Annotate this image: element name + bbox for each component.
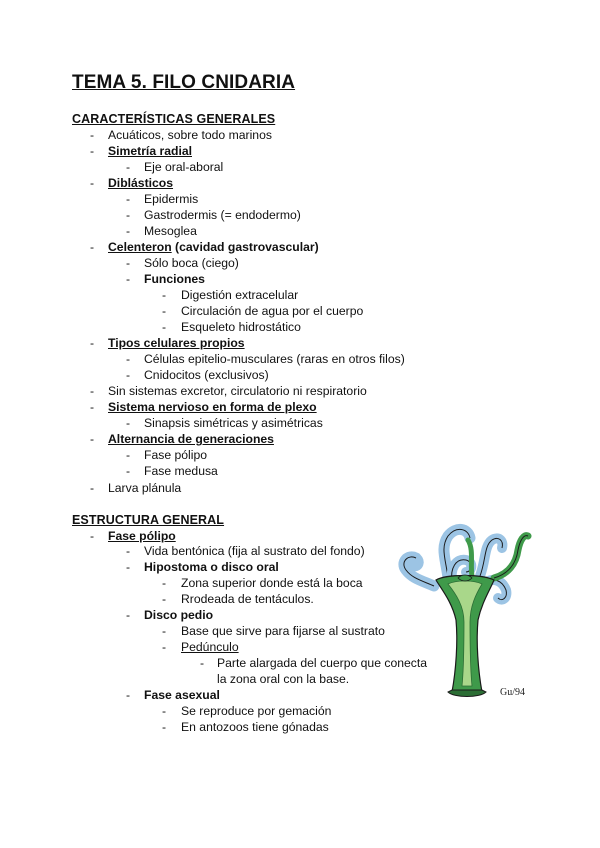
hydra-polyp-illustration bbox=[390, 520, 538, 718]
list-item-continuation: la zona oral con la base. bbox=[217, 672, 350, 686]
hydra-basal-disc bbox=[448, 690, 486, 697]
hydra-hypostome bbox=[458, 575, 472, 581]
figure-signature: Gu/94 bbox=[500, 687, 525, 698]
tentacle-shape bbox=[404, 557, 434, 586]
document-page: TEMA 5. FILO CNIDARIA CARACTERÍSTICAS GENERALES - Acuáticos, sobre todo marinos - Simetría radial - Eje oral-aboral - Diblásticos - Epidermis - Gastrodermis (= endodermo) - Mesoglea - Celenteron (cavidad gastrovascular) - Sólo boca (ciego) - Funciones - Digestión extracelular - Circulación de agua por el cuerpo - Esqueleto hidrostático - Tipos celulares propios - Células epitelio-musculares (raras en otros filos) - Cnidocitos (exclusivos) - Sin sistemas excretor, circulatorio ni respiratorio - Sistema nervioso en forma de plexo - Sinapsis simétricas y asimétricas - Alternancia de generaciones - Fase pólipo - Fase medusa - Larva plánula ESTRUCTURA GENERAL - Fase pólipo - Vida bentónica (fija al sustrato del fondo) - Hipostoma o disco oral - Zona superior donde está la boca - Rrodeada de tentáculos. - Disco pedio - Base que sirve para fijarse al sustrato - Pedúnculo - Parte alargada del cuerpo que conecta la zona oral con la base. - Fase asexual - Se reproduce por gemación - En antozoos tiene gónadas Gu/94 bbox=[0, 0, 600, 848]
tentacle-shape bbox=[480, 538, 502, 576]
section-heading-generales: CARACTERÍSTICAS GENERALES bbox=[72, 112, 276, 126]
section-heading-estructura: ESTRUCTURA GENERAL bbox=[72, 513, 225, 527]
page-title: TEMA 5. FILO CNIDARIA bbox=[72, 72, 296, 93]
